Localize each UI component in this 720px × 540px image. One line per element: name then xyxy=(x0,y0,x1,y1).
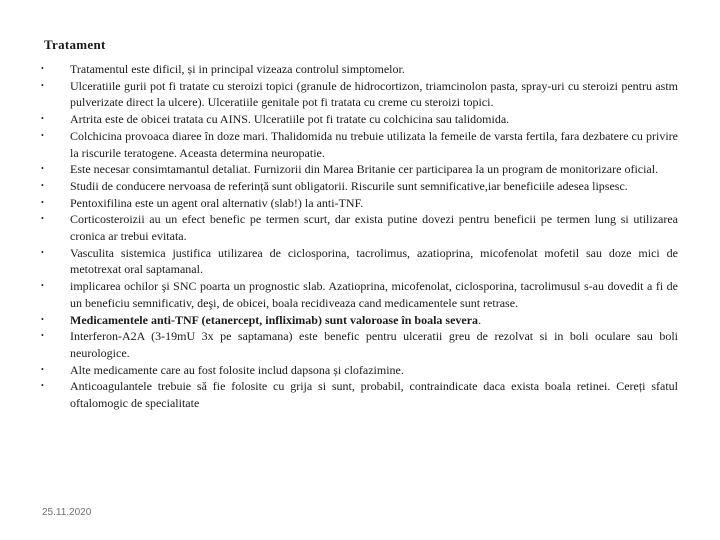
bullet-icon: • xyxy=(41,80,44,90)
footer-date: 25.11.2020 xyxy=(42,507,92,518)
bullet-icon: • xyxy=(41,130,44,140)
bullet-icon: • xyxy=(41,247,44,257)
slide-title: Tratament xyxy=(44,37,106,52)
bullet-icon: • xyxy=(41,214,44,224)
list-item xyxy=(40,78,678,111)
list-item xyxy=(40,161,678,178)
bullet-icon: • xyxy=(41,114,44,124)
bullet-icon: • xyxy=(41,164,44,174)
list-item xyxy=(40,211,678,244)
list-item xyxy=(40,128,678,161)
emphasis-trailing: . xyxy=(478,312,482,327)
list-item xyxy=(40,278,678,311)
list-item xyxy=(40,195,678,212)
bullet-text: Interferon-A2A (3-19mU 3x pe saptamana) este benefic pentru ulceratii greu de rezolvat si in boli oculare sau boli neurologice. xyxy=(70,329,678,360)
bullet-text-emphasis xyxy=(70,312,678,329)
bullet-icon: • xyxy=(41,331,44,341)
bullet-text: Studii de conducere nervoasa de referință sunt obligatorii. Riscurile sunt semnificative,iar beneficiile adesea lipsesc. xyxy=(70,178,628,193)
bullet-text: Tratamentul este dificil, și in principal vizeaza controlul simptomelor. xyxy=(70,62,405,76)
bullet-text: Vasculita sistemica justifica utilizarea de ciclosporina, tacrolimus, azatioprina, micofenolat mofetil sau doze mici de metotrexat oral saptamanal. xyxy=(70,245,678,277)
bullet-icon: • xyxy=(41,64,44,73)
emphasis-text: Medicamentele anti-TNF (etanercept, infliximab) sunt valoroase în boala severa xyxy=(70,312,479,327)
bullet-icon: • xyxy=(41,314,44,324)
list-item xyxy=(40,61,678,78)
bullet-text: Corticosteroizii au un efect benefic pe termen scurt, dar exista putine dovezi pentru beneficii pe termen lung si utilizarea cronica ar trebui evitata. xyxy=(70,212,678,244)
bullet-text: Artrita este de obicei tratata cu AINS. Ulceratiile pot fi tratate cu colchicina sau talidomida. xyxy=(70,112,510,127)
bullet-text: Este necesar consimtamantul detaliat. Furnizorii din Marea Britanie cer participarea la un program de monitorizare oficial. xyxy=(70,162,659,177)
list-item xyxy=(40,111,678,128)
list-item xyxy=(40,362,678,379)
list-item xyxy=(40,245,678,278)
list-item xyxy=(40,178,678,195)
bullet-icon: • xyxy=(41,281,44,291)
bullet-text: Ulceratiile gurii pot fi tratate cu steroizi topici (granule de hidrocortizon, triamcinolon pasta, spray-uri cu steroizi pentru astm pulverizate direct la ulcere). Ulceratiile genitale pot fi tratata cu creme cu steroizi topici. xyxy=(70,78,678,110)
list-item xyxy=(40,312,678,329)
bullet-text: Alte medicamente care au fost folosite includ dapsona și clofazimine. xyxy=(70,362,404,377)
bullet-icon: • xyxy=(41,197,44,207)
list-item xyxy=(40,328,678,361)
bullet-text: Pentoxifilina este un agent oral alternativ (slab!) la anti-TNF. xyxy=(70,195,364,210)
bullet-icon: • xyxy=(41,381,44,391)
bullet-text: implicarea ochilor şi SNC poarta un prognostic slab. Azatioprina, micofenolat, ciclosporina, tacrolimusul s-au dovedit a fi de un beneficiu semnificativ, deşi, de obicei, boala recidiveaza cand medicamentele sunt retrase. xyxy=(70,279,678,310)
list-item xyxy=(40,378,678,411)
bullet-icon: • xyxy=(41,364,44,374)
bullet-icon: • xyxy=(41,180,44,190)
bullet-text: Colchicina provoaca diaree în doze mari. Thalidomida nu trebuie utilizata la femeile de varsta fertila, fara dezbatere cu privire la riscurile teratogene. Aceasta determina neuropatie. xyxy=(70,128,678,160)
bullet-list xyxy=(40,61,678,412)
bullet-text: Anticoagulantele trebuie să fie folosite cu grija si sunt, probabil, contraindicate daca exista boala retinei. Cereți sfatul oftalomogic de specialitate xyxy=(70,379,678,411)
